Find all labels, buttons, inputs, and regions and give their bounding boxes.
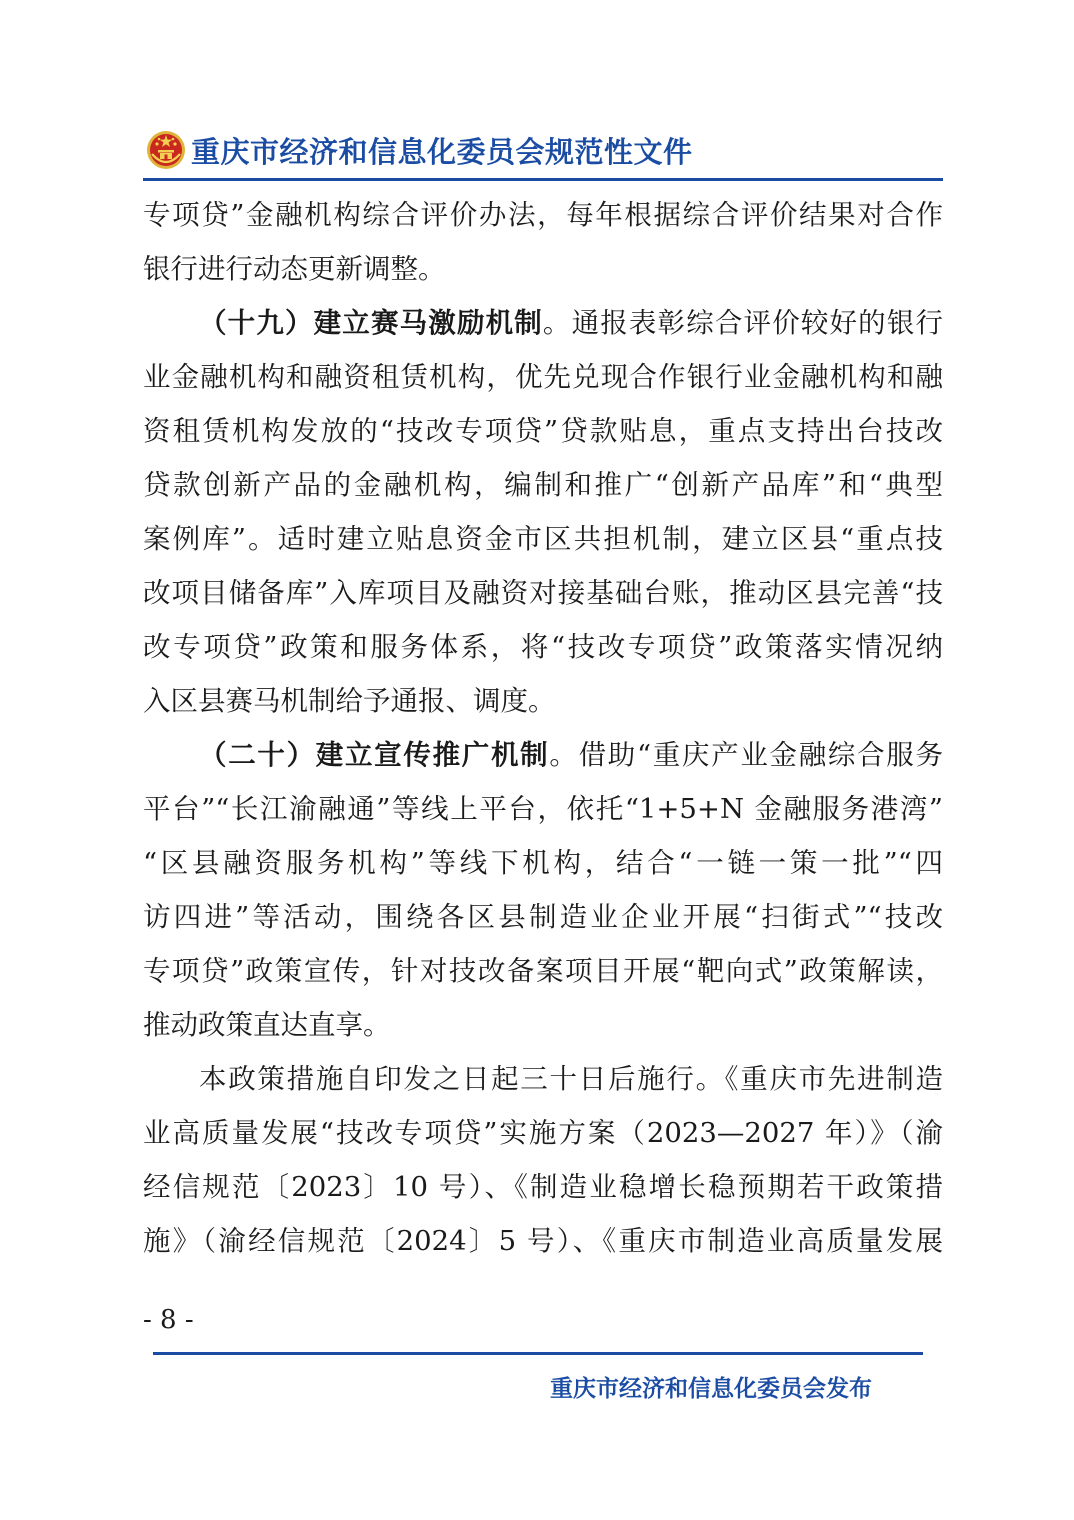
body-line: 改项目储备库”入库项目及融资对接基础台账，推动区县完善“技 [143, 577, 943, 609]
body-line: 改专项贷”政策和服务体系，将“技改专项贷”政策落实情况纳 [143, 631, 943, 663]
section-body-text: 。借助“重庆产业金融综合服务 [549, 739, 943, 771]
body-line: 案例库”。适时建立贴息资金市区共担机制，建立区县“重点技 [143, 523, 943, 555]
body-line: 平台”“长江渝融通”等线上平台，依托“1+5+N 金融服务港湾” [143, 793, 943, 825]
section-heading: （十九）建立赛马激励机制 [199, 307, 543, 339]
body-line: 施》（渝经信规范〔2024〕5 号）、《重庆市制造业高质量发展 [143, 1225, 943, 1257]
footer-publisher: 重庆市经济和信息化委员会发布 [550, 1376, 872, 1402]
body-line: 银行进行动态更新调整。 [143, 253, 446, 285]
body-line: 专项贷”政策宣传，针对技改备案项目开展“靶向式”政策解读， [143, 955, 943, 987]
national-emblem-icon [146, 130, 186, 170]
body-line: “区县融资服务机构”等线下机构，结合“一链一策一批”“四 [143, 847, 943, 879]
section-body-text: 。通报表彰综合评价较好的银行 [542, 307, 943, 339]
header-divider [143, 178, 943, 181]
footer-divider [153, 1352, 923, 1355]
section-heading-line [143, 296, 943, 350]
header-title: 重庆市经济和信息化委员会规范性文件 [191, 135, 693, 169]
body-line: 贷款创新产品的金融机构，编制和推广“创新产品库”和“典型 [143, 469, 943, 501]
page-number: - 8 - [143, 1305, 194, 1335]
document-body [143, 188, 943, 1268]
body-line: 访四进”等活动，围绕各区县制造业企业开展“扫街式”“技改 [143, 901, 943, 933]
body-line: 业金融机构和融资租赁机构，优先兑现合作银行业金融机构和融 [143, 361, 943, 393]
body-line: 专项贷”金融机构综合评价办法，每年根据综合评价结果对合作 [143, 199, 943, 231]
section-heading-line [143, 728, 943, 782]
body-line: 资租赁机构发放的“技改专项贷”贷款贴息，重点支持出台技改 [143, 415, 943, 447]
body-line: 业高质量发展“技改专项贷”实施方案（2023—2027 年）》（渝 [143, 1117, 943, 1149]
body-line: 本政策措施自印发之日起三十日后施行。《重庆市先进制造 [199, 1063, 943, 1095]
document-header [143, 128, 943, 176]
body-line: 推动政策直达直享。 [143, 1009, 391, 1041]
section-heading: （二十）建立宣传推广机制 [199, 739, 550, 771]
body-line: 入区县赛马机制给予通报、调度。 [143, 685, 556, 717]
body-line: 经信规范〔2023〕10 号）、《制造业稳增长稳预期若干政策措 [143, 1171, 943, 1203]
